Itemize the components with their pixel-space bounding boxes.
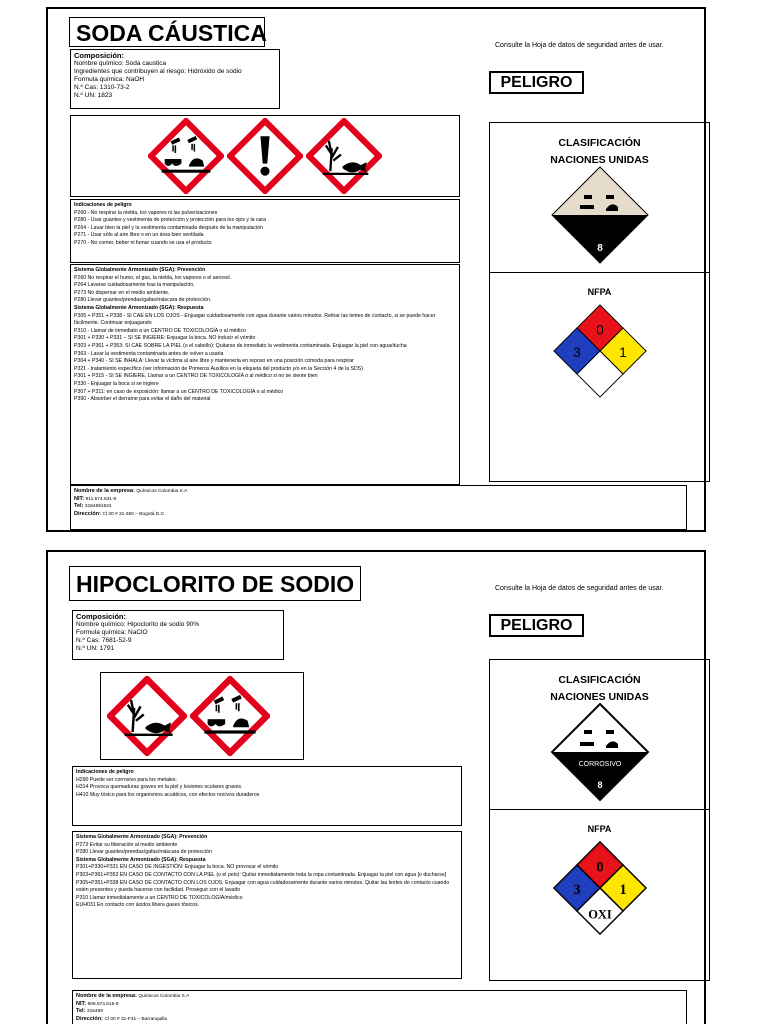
un-class-8-diamond	[550, 165, 650, 265]
address-value: Cl 30 # 31-350 – Bogotá D.C	[102, 511, 165, 517]
address-label: Dirección:	[76, 1015, 103, 1022]
company-name: Químicos Colombia S.A	[138, 994, 190, 999]
company-name-label: Nombre de la empresa:	[74, 488, 135, 494]
ghs-line: P307 + P311: en caso de exposición: llamar a un CENTRO DE TOXICOLOGÍA o al médico	[74, 388, 284, 395]
company-name-label: Nombre de la empresa:	[76, 993, 137, 999]
ghs-line: P305 + P351 + P338 - SI CAE EN LOS OJOS - Enjuagar cuidadosamente con agua durante varios minutos. Retirar las lentes de contacto, si se puede hacer fácilmente. Continuar enjuagando	[74, 312, 436, 327]
ghs-line: P305+P351+P338 EN CASO DE CONTACTO CON LOS OJOS: Enjuagar con agua cuidadosamente durante varios minutos. Quitar las lentes de contacto cuando estén presentes y pueda hacerse con facilidad. Proseguir con el lavado	[76, 879, 450, 894]
nit-value: 906.574.516-9	[87, 1001, 119, 1007]
un-class-number: 8	[596, 243, 603, 254]
ghs-statements-box	[70, 264, 460, 485]
nit-value: 911.574.531-9	[85, 496, 117, 502]
un-class-text: CORROSIVO	[578, 761, 621, 768]
environment-icon	[306, 118, 382, 194]
hazard-heading: Indicaciones de peligro	[76, 769, 134, 775]
ghs-line: P321 - tratamiento específico (ver información de Primeros Auxilios en la etiqueta del producto y/o en la Sección 4 de la SDS)	[74, 365, 363, 372]
corrosion-icon	[148, 118, 224, 194]
classification-panel	[489, 659, 710, 981]
signal-word: PELIGRO	[489, 614, 584, 637]
environment-icon	[107, 676, 187, 756]
hazard-line: P264 - Lavar bien la piel y la vestimenta contaminada después de la manipulación	[74, 224, 263, 231]
ghs-line: P303+P361+P353 EN CASO DE CONTACTO CON LA PIEL (o el pelo): Quitar inmediatamente toda la ropa contaminada. Enjuagar la piel con agua [o ducharse]	[76, 871, 447, 878]
hazard-line: H410 Muy tóxico para los organismos acuáticos, con efectos nocivos duraderos	[76, 791, 260, 798]
ghs-line: P301 + P330 + P331 – SI SE INGIERE: Enjuagar la boca. NO inducir el vómito	[74, 335, 256, 342]
nit-label: NIT:	[74, 495, 85, 502]
hazard-line: P280 - Usar guantes y vestimenta de protección y protección para los ojos y la cara	[74, 217, 267, 224]
nit-label: NIT:	[76, 1000, 87, 1007]
ghs-line: P273 Evitar su liberación al medio ambiente	[76, 841, 178, 848]
composition-line: N.º UN: 1791	[76, 645, 115, 652]
classification-panel	[489, 122, 710, 482]
hazard-line: H290 Puede ser corrosivo para los metales.	[76, 776, 177, 783]
ghs-prevention-heading: Sistema Globalmente Armonizado (SGA): Prevención	[76, 834, 208, 840]
ghs-line: P273 No dispersar en el medio ambiente.	[74, 289, 170, 296]
product-title: HIPOCLORITO DE SODIO	[69, 566, 361, 601]
tel-label: Tel:	[74, 503, 84, 510]
composition-line: Formula química: NaOH	[74, 76, 145, 83]
ghs-line: EUH031 En contacto con ácidos libera gases tóxicos.	[76, 902, 200, 909]
ghs-line: P310 Llamar inmediatamente a un CENTRO DE TOXICOLOGÍA/médico	[76, 894, 243, 901]
corrosion-icon	[190, 676, 270, 756]
nfpa-reactivity: 1	[618, 344, 627, 360]
ghs-line: P363 - Lavar la vestimenta contaminada antes de volver a usarla	[74, 350, 224, 357]
composition-heading: Composición:	[74, 51, 124, 60]
un-title-line1: CLASIFICACIÓN	[558, 137, 641, 149]
un-title-line2: NACIONES UNIDAS	[550, 154, 649, 166]
pictogram-box	[70, 115, 460, 197]
composition-line: N.º UN: 1823	[74, 92, 113, 99]
ghs-response-heading: Sistema Globalmente Armonizado (SGA): Respuesta	[76, 856, 206, 863]
ghs-line: P310 - Llamar de inmediato a un CENTRO DE TOXICOLOGÍA o al médico	[74, 327, 246, 334]
un-class-8-diamond	[550, 702, 650, 802]
address-value: Cl 30 # 31-F31 – Barranquilla	[104, 1016, 168, 1022]
hazard-statements-box	[72, 766, 462, 826]
composition-line: Nombre químico: Hipoclorito de sodio 90%	[76, 621, 200, 628]
ghs-line: P330 - Enjuagar la boca si se ingiere	[74, 380, 159, 387]
nfpa-diamond	[552, 840, 648, 936]
label-card-hipoclorito	[46, 550, 706, 1024]
hazard-line: P271 - Usar sólo al aire libre o en un área bien ventilada	[74, 232, 204, 239]
ghs-line: P264 Lavarse cuidadosamente tras la manipulación.	[74, 282, 195, 289]
composition-heading: Composición:	[76, 612, 126, 621]
address-label: Dirección:	[74, 510, 101, 517]
ghs-prevention-heading: Sistema Globalmente Armonizado (SGA): Prevención	[74, 267, 206, 273]
ghs-response-heading: Sistema Globalmente Armonizado (SGA): Respuesta	[74, 304, 204, 311]
composition-box	[72, 610, 284, 660]
nfpa-special: OXI	[587, 907, 612, 922]
nfpa-health: 3	[572, 881, 581, 898]
un-class-number: 8	[596, 780, 603, 790]
ghs-line: P303 + P361 + P353: SI CAE SOBRE LA PIEL (o el cabello): Quitarse de inmediato la vestimenta contaminada. Enjuagar la piel con agua/ducha	[74, 342, 407, 349]
exclamation-icon	[227, 118, 303, 194]
composition-line: N.º Cas: 1310-73-2	[74, 84, 130, 91]
ghs-line: P301 + P315 - SI SE INGIERE, Llamar a un CENTRO DE TOXICOLOGÍA o al médico si no se siente bien	[74, 373, 318, 380]
ghs-line: P304 + P340 - SI SE INHALA: Llevar la víctima al aire libre y mantenerla en reposo en una posición cómoda para respirar	[74, 358, 354, 365]
composition-line: Ingredientes que contribuyen al riesgo: Hidróxido de sodio	[74, 68, 242, 75]
nfpa-flammability: 0	[595, 859, 604, 876]
nfpa-health: 3	[572, 344, 581, 360]
sds-notice: Consulte la Hoja de datos de seguridad antes de usar.	[495, 42, 664, 49]
composition-box	[70, 49, 280, 109]
tel-value: 3154691624	[84, 504, 112, 510]
nfpa-title: NFPA	[587, 287, 612, 297]
composition-line: N.º Cas: 7681-52-9	[76, 637, 132, 644]
un-classification	[490, 660, 709, 810]
hazard-line: H314 Provoca quemaduras graves en la piel y lesiones oculares graves.	[76, 784, 243, 791]
un-title-line1: CLASIFICACIÓN	[558, 674, 641, 686]
company-name: Químicos Colombia S.A	[136, 489, 188, 494]
ghs-line: P260 No respirar el humo, el gas, la niebla, los vapores o el aerosol.	[74, 274, 232, 281]
ghs-line: P301+P330+P331 EN CASO DE INGESTIÓN: Enjuagar la boca. NO provocar el vómito	[76, 864, 279, 871]
hazard-line: P260 - No respirar la niebla, los vapores ni las pulverizaciones	[74, 209, 218, 216]
ghs-statements-box	[72, 831, 462, 979]
product-title: SODA CÁUSTICA	[69, 17, 265, 47]
tel-value: 315469	[86, 1009, 103, 1015]
un-classification	[490, 123, 709, 273]
nfpa-section	[490, 273, 709, 481]
company-box	[72, 990, 687, 1024]
nfpa-title: NFPA	[587, 824, 612, 834]
composition-line: Formula química: NaClO	[76, 629, 148, 636]
hazard-line: P270 - No comer, beber ni fumar cuando se usa el producto	[74, 239, 212, 246]
signal-word: PELIGRO	[489, 71, 584, 94]
company-box	[70, 485, 687, 530]
pictogram-box	[100, 672, 304, 760]
ghs-line: P280 Llevar guantes/prendas/gafas/máscara de protección	[76, 849, 212, 856]
ghs-line: P280 Llevar guantes/prendas/gafas/máscara de protección.	[74, 297, 212, 304]
composition-line: Nombre químico: Soda caustica	[74, 60, 167, 67]
label-card-soda-caustica	[46, 7, 706, 532]
nfpa-flammability: 0	[595, 322, 604, 338]
tel-label: Tel:	[76, 1008, 86, 1015]
sds-notice: Consulte la Hoja de datos de seguridad antes de usar.	[495, 585, 664, 592]
nfpa-section	[490, 810, 709, 980]
hazard-statements-box	[70, 199, 460, 263]
nfpa-diamond	[552, 303, 648, 399]
ghs-line: P390 - Absorber el derrame para evitar el daño del material	[74, 396, 211, 403]
hazard-heading: Indicaciones de peligro	[74, 202, 132, 208]
nfpa-reactivity: 1	[618, 881, 627, 898]
un-title-line2: NACIONES UNIDAS	[550, 691, 649, 703]
